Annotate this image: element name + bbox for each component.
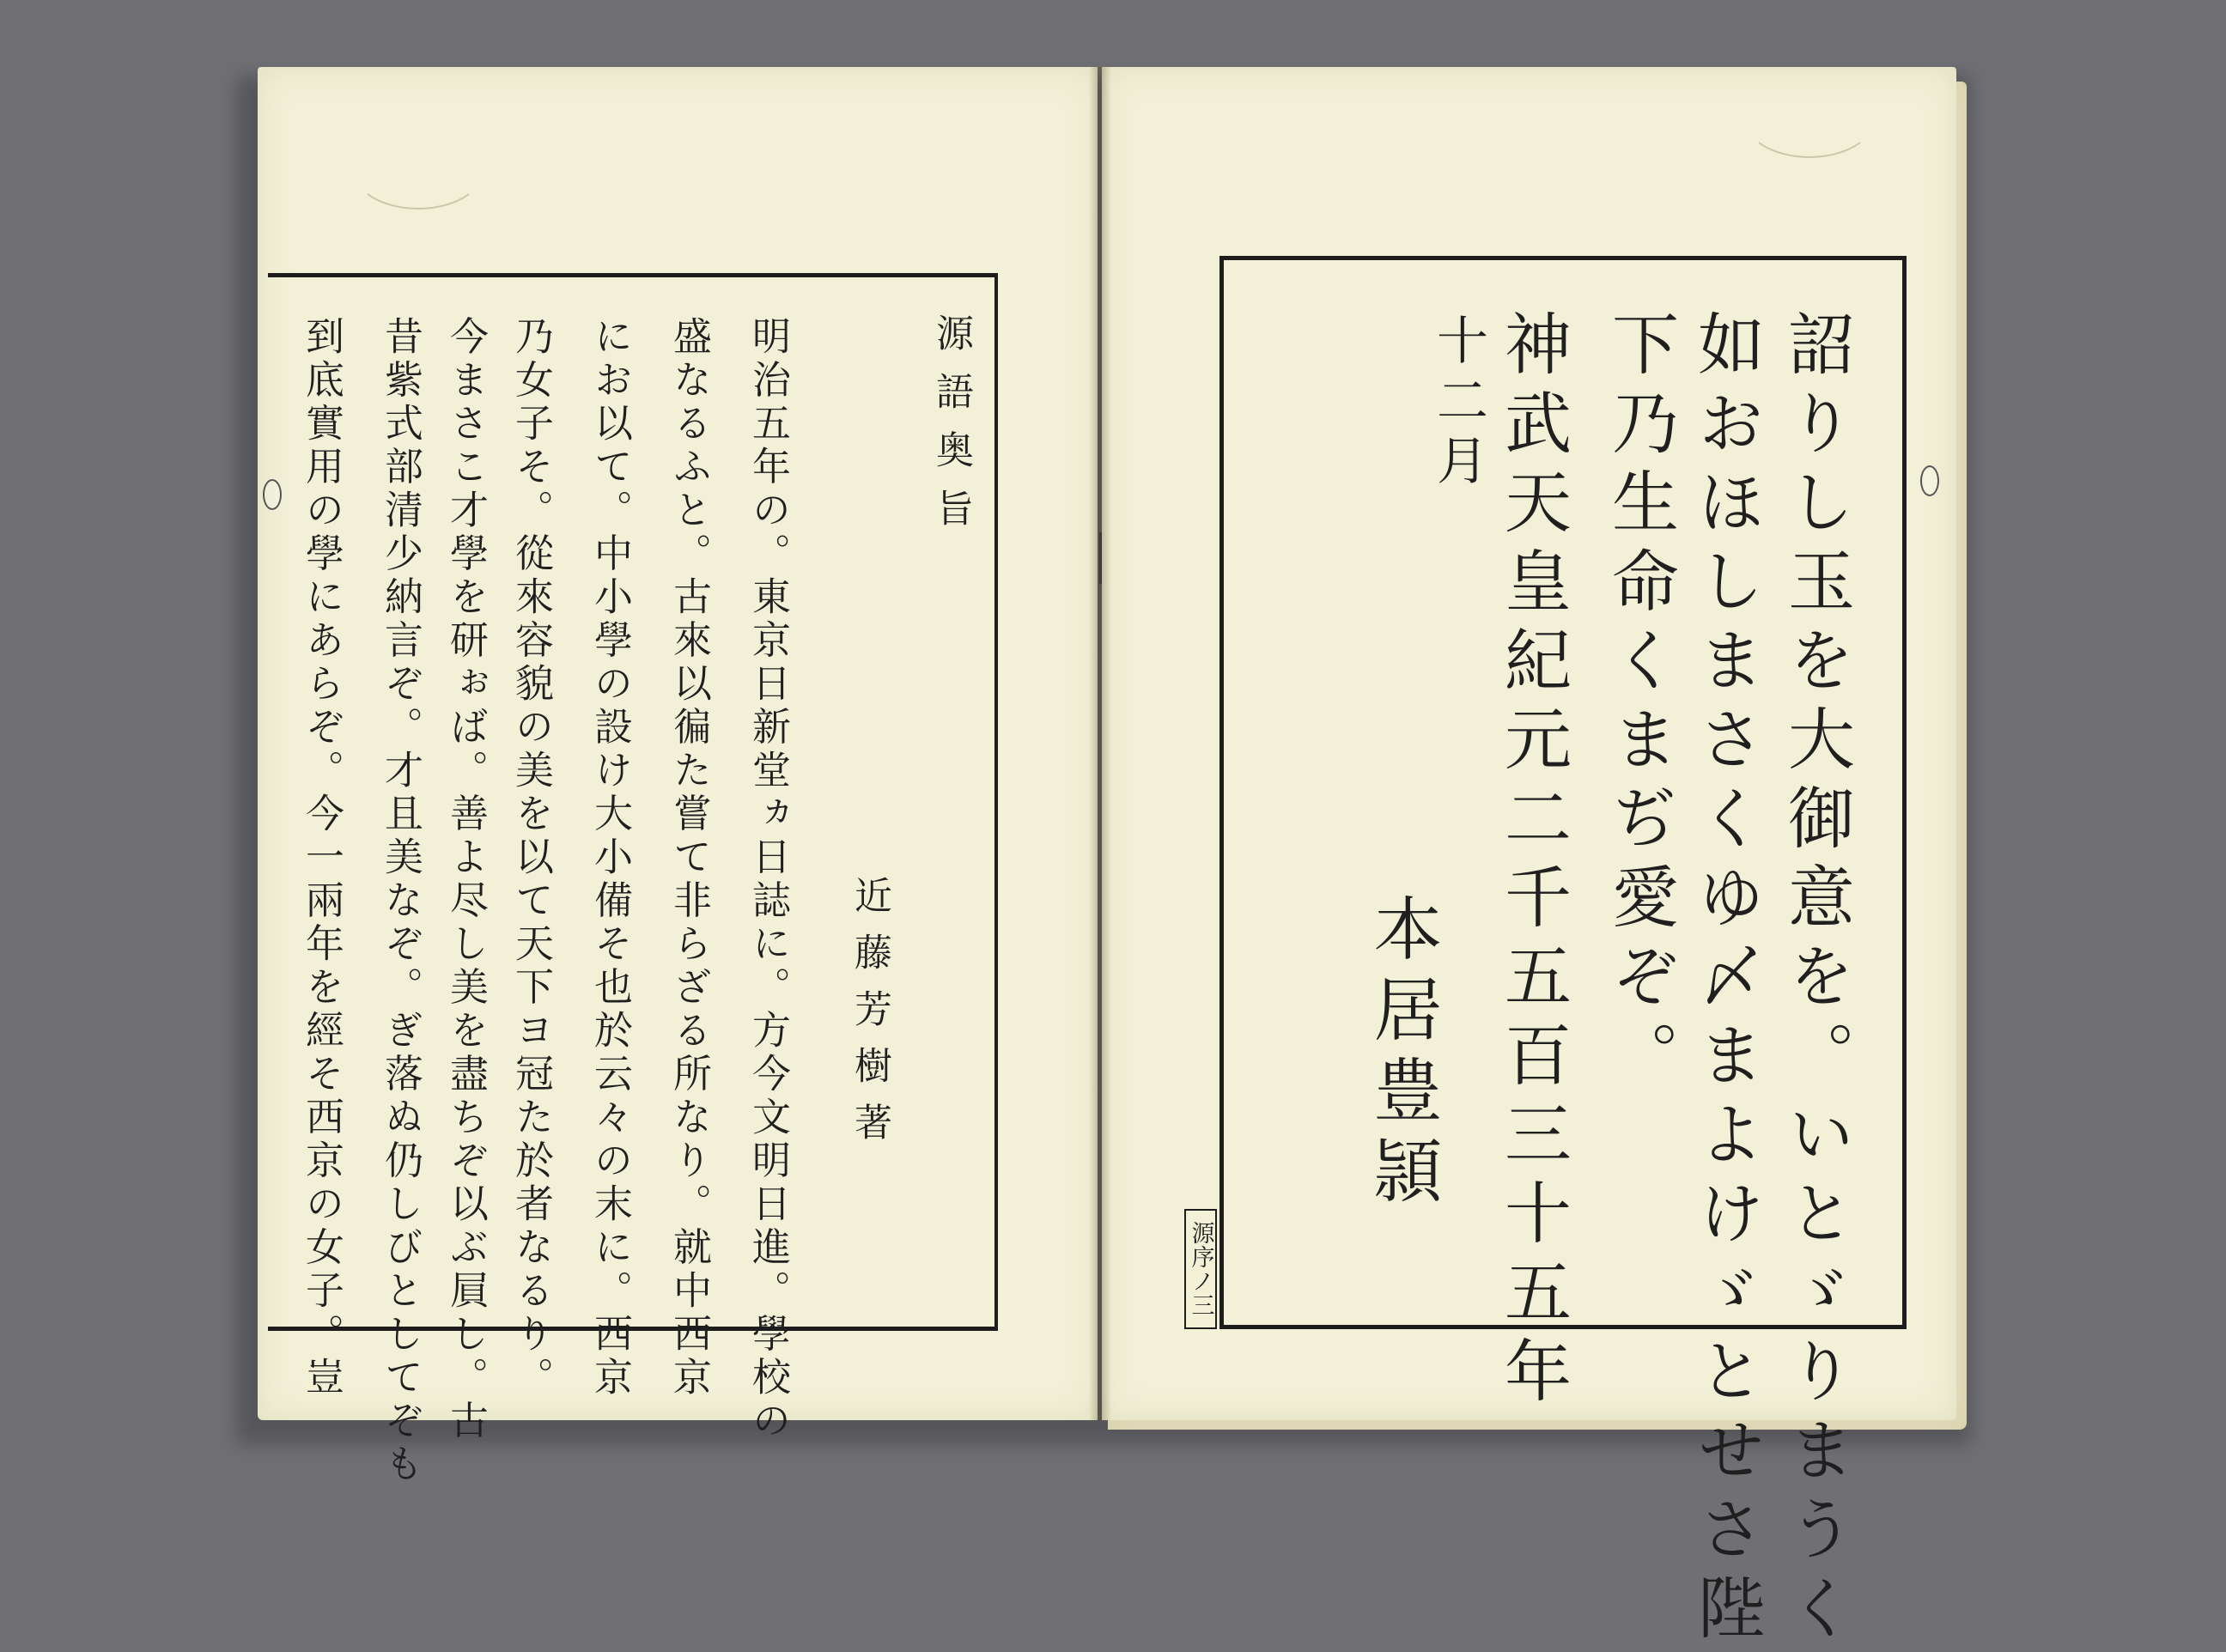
author-line: 近藤芳樹著: [848, 876, 891, 1159]
text-column-2: 盛なるふと。古來以徧た嘗て非らざる所なり。就中西京: [666, 316, 712, 1400]
text-column-1: 明治五年の。東京日新堂ヵ日誌に。方今文明日進。學校の: [745, 316, 791, 1443]
calligraphy-column-3: 下乃生命くまぢ愛ぞ。: [1601, 309, 1678, 1099]
text-column-6: 昔紫式部清少納言ぞ。才且美なぞ。ぎ落ぬ仍しびとしてぞも: [378, 316, 423, 1487]
calligraphy-column-2: 如おほしまさくゆ〆まよけゞとせさ陛: [1687, 309, 1764, 1652]
binding-hole-mark: [1920, 465, 1939, 496]
binding-thread: [1099, 532, 1102, 584]
page-margin-label: 源序ノ三: [1184, 1209, 1217, 1329]
era-date-line: 神武天皇紀元二千五百三十五年: [1493, 309, 1571, 1415]
calligraphy-column-1: 詔りし玉を大御意を。いとゞりまうく: [1777, 309, 1854, 1652]
text-column-4: 乃女子そ。從來容貌の美を以て天下ヨ冠た於者なるり。: [508, 316, 554, 1400]
signature: 本居豊頴: [1362, 893, 1442, 1216]
page-crease: [352, 129, 484, 210]
month-line: 十二月: [1428, 313, 1488, 494]
text-column-3: にお以て。中小學の設け大小備そ也於云々の末に。西京: [587, 316, 633, 1400]
page-crease: [1743, 77, 1876, 158]
book-gutter: [1089, 67, 1111, 1420]
text-column-5: 今まさこ才學を研ぉば。善よ尽し美を盡ちぞ以ぶ屓し。古: [443, 316, 489, 1443]
text-column-7: 到底實用の學にあらぞ。今一兩年を經そ西京の女子。豈: [299, 316, 344, 1400]
document-title: 源語奥旨: [929, 313, 973, 547]
